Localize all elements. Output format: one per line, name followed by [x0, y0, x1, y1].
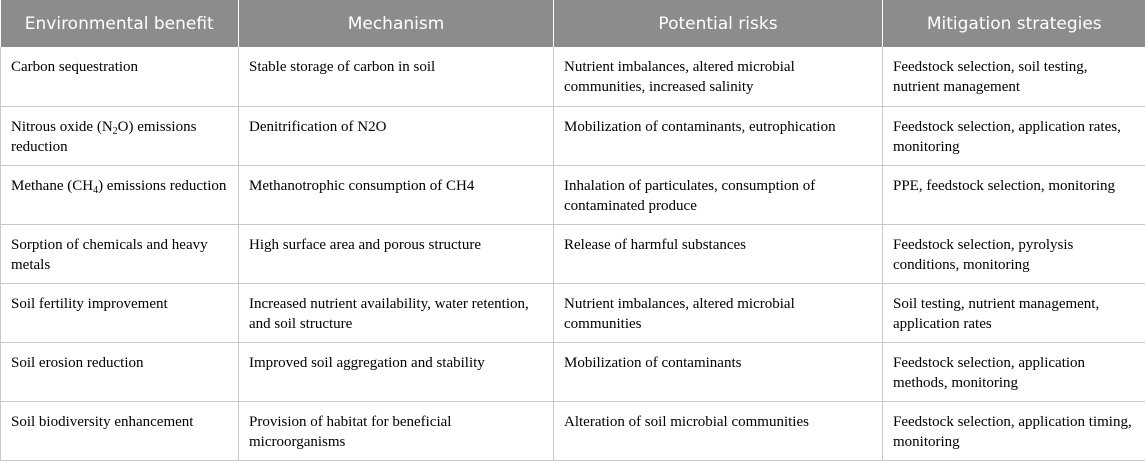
table-row: [1, 47, 1145, 106]
cell-mitigation-strategies: Feedstock selection, application methods, monitoring: [883, 342, 1145, 401]
cell-potential-risks: Mobilization of contaminants, eutrophication: [554, 106, 883, 165]
cell-potential-risks: Nutrient imbalances, altered microbial communities: [554, 283, 883, 342]
benefit-text: Soil erosion reduction: [11, 354, 144, 371]
benefit-text: Soil fertility improvement: [11, 295, 168, 312]
cell-mechanism: High surface area and porous structure: [239, 224, 554, 283]
benefit-text: Methane (CH: [11, 177, 94, 194]
cell-potential-risks: Release of harmful substances: [554, 224, 883, 283]
table-row: [1, 224, 1145, 283]
cell-mitigation-strategies: Feedstock selection, application rates, monitoring: [883, 106, 1145, 165]
cell-environmental-benefit: [1, 47, 239, 106]
table-row: [1, 106, 1145, 165]
cell-potential-risks: Alteration of soil microbial communities: [554, 401, 883, 460]
table-body: [1, 47, 1145, 460]
benefit-text: Carbon sequestration: [11, 59, 139, 75]
cell-mechanism: Denitrification of N2O: [239, 106, 554, 165]
cell-environmental-benefit: [1, 283, 239, 342]
benefit-text: Sorption of chemicals and heavy metals: [11, 236, 208, 273]
benefit-subscript: 2: [112, 125, 118, 137]
cell-mechanism: Stable storage of carbon in soil: [239, 47, 554, 106]
cell-mitigation-strategies: Feedstock selection, application timing, monitoring: [883, 401, 1145, 460]
header-mitigation-strategies: Mitigation strategies: [883, 0, 1145, 47]
table-row: [1, 165, 1145, 224]
header-potential-risks: Potential risks: [554, 0, 883, 47]
cell-environmental-benefit: [1, 224, 239, 283]
cell-mechanism: Methanotrophic consumption of CH4: [239, 165, 554, 224]
cell-mitigation-strategies: Feedstock selection, soil testing, nutrient management: [883, 47, 1145, 106]
benefit-subscript: 4: [93, 184, 99, 196]
table-header: [1, 0, 1145, 47]
header-row: [1, 0, 1145, 47]
benefit-text: Nitrous oxide (N: [11, 118, 113, 135]
header-environmental-benefit: Environmental benefit: [1, 0, 239, 47]
header-mechanism: Mechanism: [239, 0, 554, 47]
cell-mitigation-strategies: PPE, feedstock selection, monitoring: [883, 165, 1145, 224]
benefit-text-suffix: O) emissions reduction: [11, 118, 197, 155]
table-row: [1, 283, 1145, 342]
cell-environmental-benefit: [1, 342, 239, 401]
cell-environmental-benefit: [1, 106, 239, 165]
cell-environmental-benefit: [1, 401, 239, 460]
cell-environmental-benefit: [1, 165, 239, 224]
cell-potential-risks: Inhalation of particulates, consumption of contaminated produce: [554, 165, 883, 224]
benefit-text: Soil biodiversity enhancement: [11, 413, 194, 430]
cell-mitigation-strategies: Feedstock selection, pyrolysis conditions, monitoring: [883, 224, 1145, 283]
cell-mechanism: Provision of habitat for beneficial microorganisms: [239, 401, 554, 460]
benefit-text-suffix: ) emissions reduction: [98, 177, 227, 194]
cell-potential-risks: Nutrient imbalances, altered microbial communities, increased salinity: [554, 47, 883, 106]
table-row: [1, 342, 1145, 401]
cell-mechanism: Improved soil aggregation and stability: [239, 342, 554, 401]
table-row: [1, 401, 1145, 460]
cell-potential-risks: Mobilization of contaminants: [554, 342, 883, 401]
cell-mechanism: Increased nutrient availability, water retention, and soil structure: [239, 283, 554, 342]
cell-mitigation-strategies: Soil testing, nutrient management, application rates: [883, 283, 1145, 342]
